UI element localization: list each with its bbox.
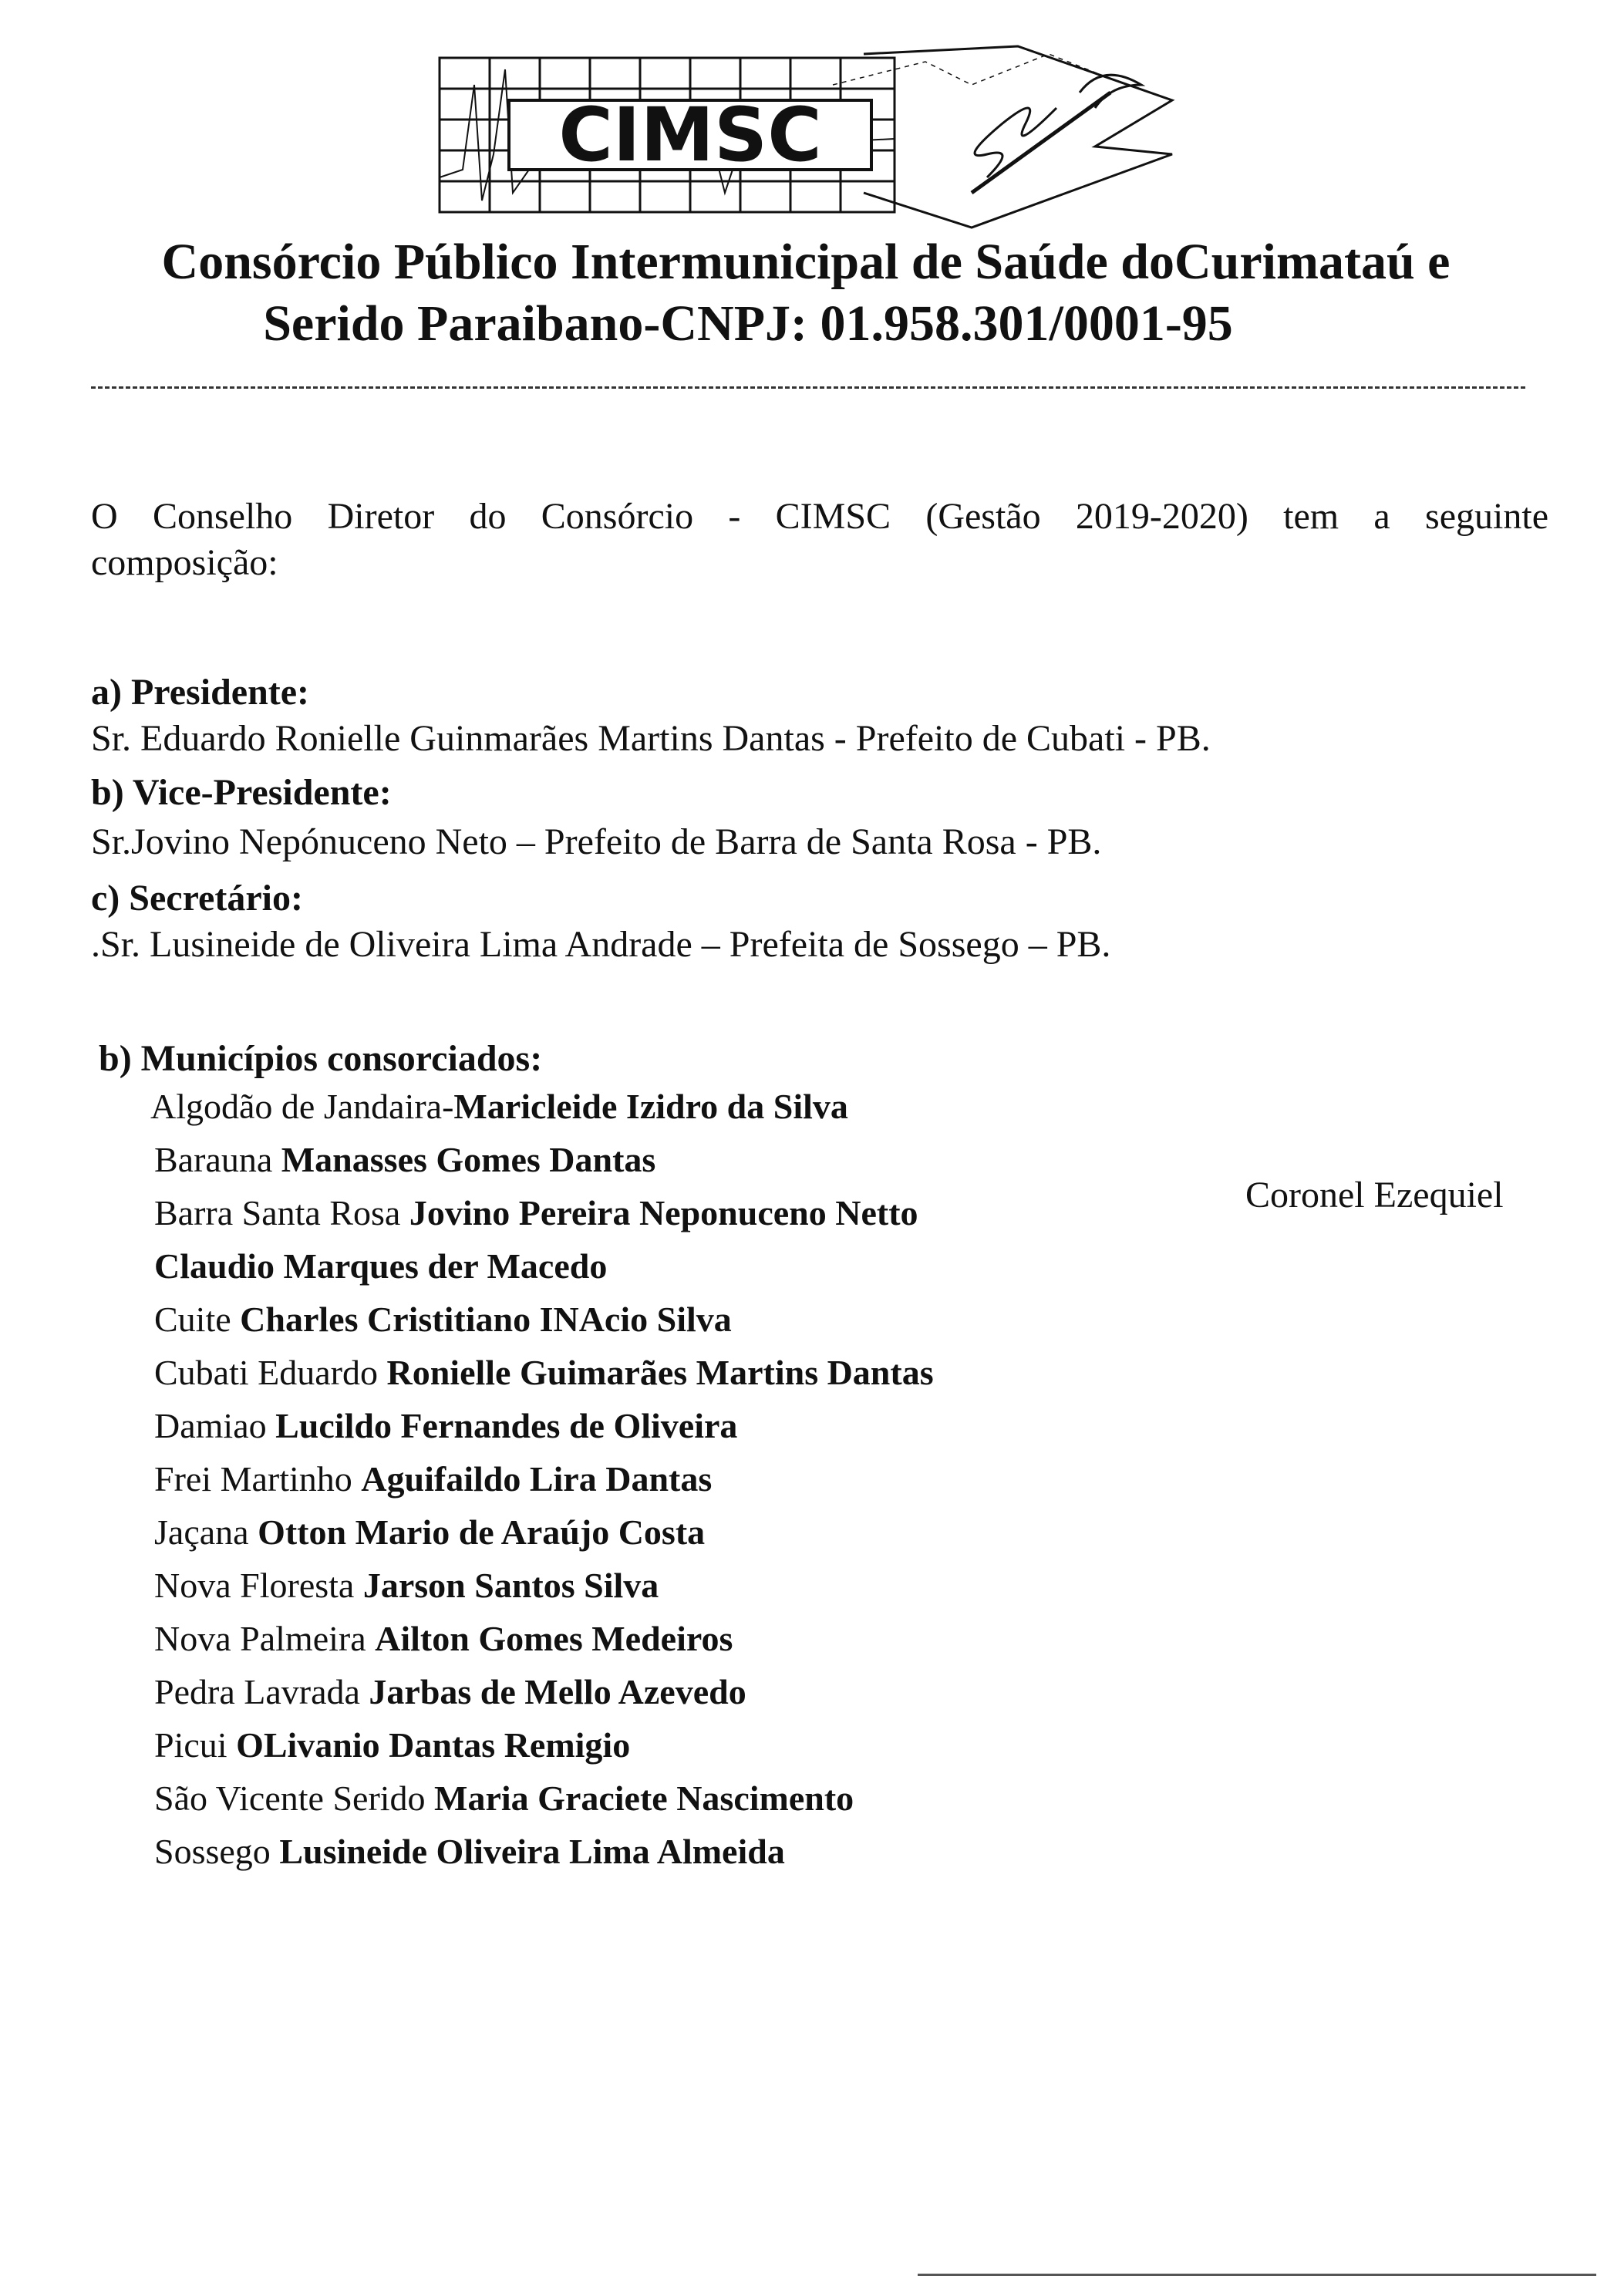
municipality-city: Barra Santa Rosa [154, 1193, 409, 1232]
municipality-city: São Vicente Serido [154, 1778, 435, 1818]
side-note: Coronel Ezequiel [1245, 1175, 1504, 1215]
municipality-city: Jaçana [154, 1512, 258, 1552]
municipality-item [154, 1190, 918, 1236]
municipality-representative: Lucildo Fernandes de Oliveira [275, 1406, 738, 1445]
municipality-item [154, 1350, 934, 1396]
municipality-city: Sossego [154, 1832, 280, 1871]
municipality-representative: Claudio Marques der Macedo [154, 1246, 608, 1286]
municipality-item [154, 1243, 607, 1290]
municipality-representative: Jarbas de Mello Azevedo [369, 1672, 746, 1711]
vice-president-heading: b) Vice-Presidente: [91, 772, 392, 813]
municipality-item [150, 1084, 848, 1130]
document-title-line2: Serido Paraibano-CNPJ: 01.958.301/0001-95 [263, 295, 1233, 352]
municipality-city: Picui [154, 1725, 237, 1765]
municipality-representative: Jarson Santos Silva [362, 1566, 659, 1605]
document-title-line1: Consórcio Público Intermunicipal de Saúde doCurimataú e [161, 234, 1451, 290]
municipality-representative: Lusineide Oliveira Lima Almeida [279, 1832, 785, 1871]
municipality-representative: Manasses Gomes Dantas [281, 1140, 656, 1179]
municipality-item [154, 1403, 737, 1449]
footer-line [918, 2274, 1596, 2276]
cimsc-logo [432, 39, 1188, 231]
municipality-city: Cubati Eduardo [154, 1353, 387, 1392]
municipality-representative: OLivanio Dantas Remigio [236, 1725, 631, 1765]
municipality-item [154, 1563, 659, 1609]
municipality-representative: Aguifaildo Lira Dantas [361, 1459, 713, 1499]
municipality-item [154, 1722, 630, 1768]
municipality-item [154, 1137, 655, 1183]
municipality-city: Frei Martinho [154, 1459, 362, 1499]
municipality-item [154, 1829, 785, 1875]
municipality-representative: Charles Cristitiano INAcio Silva [240, 1300, 732, 1339]
municipality-city: Nova Palmeira [154, 1619, 376, 1658]
municipality-item [154, 1616, 733, 1662]
municipality-city: Barauna [154, 1140, 281, 1179]
logo-text: CIMSC [558, 92, 822, 178]
municipality-representative: Ronielle Guimarães Martins Dantas [386, 1353, 934, 1392]
vice-president-text: Sr.Jovino Nepónuceno Neto – Prefeito de Barra de Santa Rosa - PB. [91, 821, 1102, 862]
municipality-representative: Ailton Gomes Medeiros [375, 1619, 733, 1658]
intro-line2: composição: [91, 542, 278, 583]
municipality-item [154, 1456, 712, 1502]
municipality-city: Algodão de Jandaira- [150, 1087, 454, 1126]
president-heading: a) Presidente: [91, 672, 310, 713]
municipality-item [154, 1509, 705, 1556]
secretary-heading: c) Secretário: [91, 878, 303, 919]
intro-line1: O Conselho Diretor do Consórcio - CIMSC (Gestão 2019-2020) tem a seguinte [91, 496, 1548, 537]
municipality-representative: Jovino Pereira Neponuceno Netto [409, 1193, 918, 1232]
municipality-city: Damiao [154, 1406, 276, 1445]
intro-paragraph [91, 494, 1548, 586]
municipality-city: Pedra Lavrada [154, 1672, 369, 1711]
municipality-representative: Maria Graciete Nascimento [434, 1778, 854, 1818]
municipality-item [154, 1775, 854, 1822]
municipality-item [154, 1296, 732, 1343]
municipality-city: Cuite [154, 1300, 241, 1339]
municipality-city: Nova Floresta [154, 1566, 363, 1605]
municipality-representative: Otton Mario de Araújo Costa [258, 1512, 706, 1552]
secretary-text: .Sr. Lusineide de Oliveira Lima Andrade – Prefeita de Sossego – PB. [91, 924, 1111, 965]
president-text: Sr. Eduardo Ronielle Guinmarães Martins Dantas - Prefeito de Cubati - PB. [91, 718, 1211, 759]
municipality-representative: Maricleide Izidro da Silva [453, 1087, 848, 1126]
municipality-item [154, 1669, 746, 1715]
header-divider [91, 386, 1525, 389]
municipalities-heading: b) Municípios consorciados: [99, 1038, 543, 1079]
